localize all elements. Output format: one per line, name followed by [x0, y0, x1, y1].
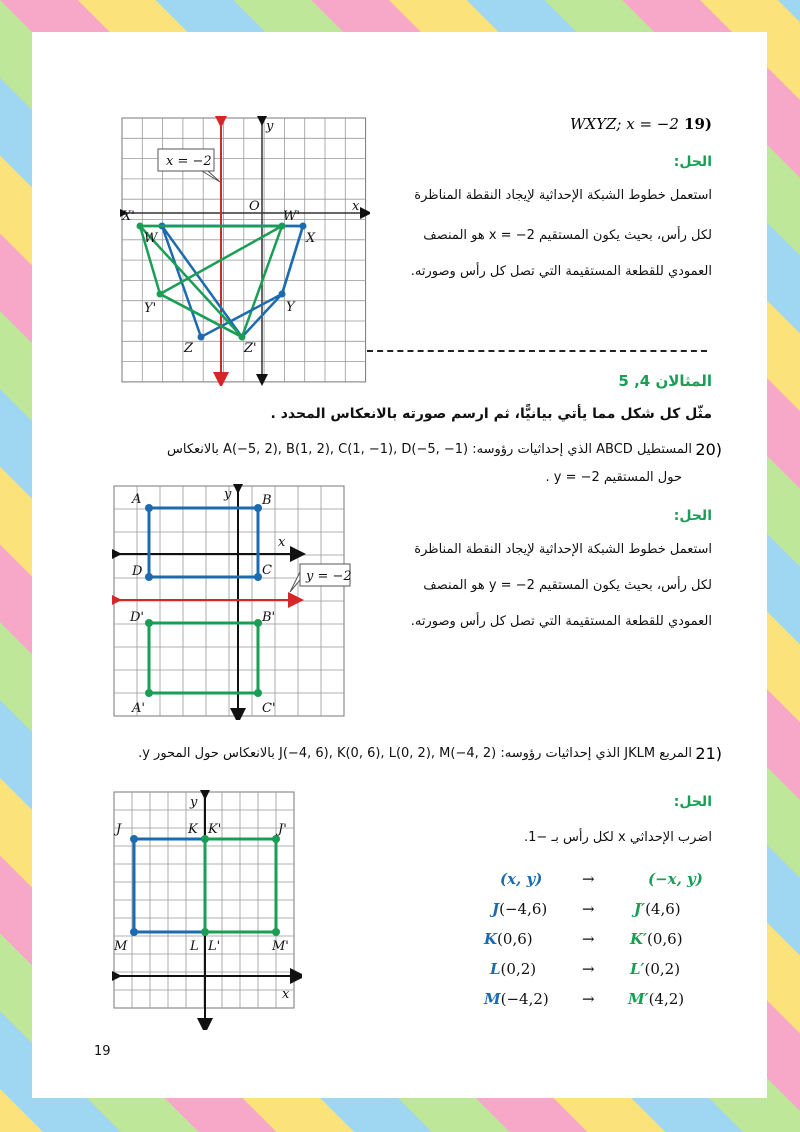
- point-label-M-prime: M': [272, 939, 289, 954]
- point-label-D: D: [132, 564, 143, 579]
- q20-graph: [112, 484, 352, 720]
- point-label-A: A: [132, 492, 142, 507]
- q20-number: 20): [695, 440, 722, 459]
- q21-number: 21): [695, 744, 722, 763]
- q20-line-4: لكل رأس، بحيث يكون المستقيم y = −2 هو المنصف: [423, 578, 712, 593]
- mapping-header-to: (−x, y): [648, 870, 703, 888]
- q19-graph: [120, 116, 370, 386]
- point-label-C: C: [262, 563, 272, 578]
- q19-header: [552, 114, 712, 133]
- point-label-L: L: [190, 939, 199, 954]
- map-from-letter: M: [484, 990, 501, 1008]
- q20-line-5: العمودي للقطعة المستقيمة التي تصل كل رأس وصورته.: [410, 614, 712, 629]
- y-axis-label: y: [190, 795, 198, 810]
- map-arrow: →: [582, 900, 595, 918]
- point-label-J: J: [116, 822, 122, 837]
- point-label-K-prime: K': [208, 822, 222, 837]
- point-label-X: X: [306, 231, 316, 246]
- x-axis-label: x: [352, 199, 360, 214]
- point-label-W: W: [144, 231, 158, 246]
- q20-line-3: استعمل خطوط الشبكة الإحداثية لإيجاد النقطة المناظرة: [414, 542, 712, 557]
- point-label-Z-prime: Z': [244, 341, 257, 356]
- page-number: 19: [94, 1044, 111, 1059]
- map-to-coords: (0,6): [647, 930, 683, 948]
- map-arrow: →: [582, 960, 595, 978]
- point-label-B: B: [262, 493, 272, 508]
- map-to-letter: L′: [630, 960, 645, 978]
- point-label-L-prime: L': [208, 939, 221, 954]
- section-divider: [367, 350, 707, 352]
- callout-label: y = −2: [306, 569, 352, 584]
- map-from-coords: (0,6): [497, 930, 533, 948]
- q19-solution-label: الحل:: [673, 154, 712, 170]
- q21-graph: [112, 790, 302, 1030]
- map-to-letter: M′: [628, 990, 649, 1008]
- map-from-coords: (−4,6): [499, 900, 548, 918]
- callout-label: x = −2: [166, 154, 212, 169]
- point-label-M: M: [114, 939, 128, 954]
- map-to-coords: (4,6): [645, 900, 681, 918]
- point-label-B-prime: B': [262, 610, 276, 625]
- map-to-letter: J′: [634, 900, 646, 918]
- q21-instruction: اضرب الإحداثي x لكل رأس بـ −1.: [524, 830, 712, 845]
- point-label-A-prime: A': [132, 701, 145, 716]
- origin-label: O: [249, 199, 260, 214]
- page-sheet: [32, 32, 767, 1098]
- q19-number: 19): [684, 115, 712, 133]
- map-to-coords: (4,2): [648, 990, 685, 1008]
- point-label-D-prime: D': [130, 610, 144, 625]
- point-label-K: K: [188, 822, 198, 837]
- map-from-letter: J: [492, 900, 500, 918]
- y-axis-label: y: [266, 119, 274, 134]
- q20-line-2: حول المستقيم y = −2 .: [545, 470, 682, 485]
- point-label-Y-prime: Y': [144, 301, 157, 316]
- q19-line-1: استعمل خطوط الشبكة الإحداثية لإيجاد النقطة المناظرة: [414, 188, 712, 203]
- point-label-J-prime: J': [278, 822, 287, 837]
- q19-line-3: العمودي للقطعة المستقيمة التي تصل كل رأس وصورته.: [410, 264, 712, 279]
- q19-label: WXYZ; x = −2: [570, 115, 679, 133]
- map-to-coords: (0,2): [644, 960, 681, 978]
- point-label-W-prime: W': [283, 209, 300, 224]
- map-to-letter: K′: [630, 930, 647, 948]
- map-from-letter: L: [490, 960, 501, 978]
- instruction: مثّل كل شكل مما يأتي بيانيًّا، ثم ارسم صورته بالانعكاس المحدد .: [270, 406, 712, 422]
- map-arrow: →: [582, 930, 595, 948]
- point-label-C-prime: C': [262, 701, 276, 716]
- point-label-X-prime: X': [122, 209, 135, 224]
- examples-title: المثالان 4, 5: [618, 372, 712, 390]
- map-arrow: →: [582, 990, 595, 1008]
- q20-solution-label: الحل:: [673, 508, 712, 524]
- map-from-letter: K: [484, 930, 498, 948]
- x-axis-label: x: [282, 987, 290, 1002]
- point-label-Z: Z: [184, 341, 194, 356]
- y-axis-label: y: [224, 487, 232, 502]
- mapping-header-from: (x, y): [500, 870, 543, 888]
- q21-solution-label: الحل:: [673, 794, 712, 810]
- point-label-Y: Y: [286, 300, 295, 315]
- q21-line-1: المربع JKLM الذي إحداثيات رؤوسه: J(−4, 6), K(0, 6), L(0, 2), M(−4, 2) بالانعكاس حول المحور y.: [138, 746, 692, 761]
- map-from-coords: (0,2): [500, 960, 537, 978]
- mapping-header-arrow: →: [582, 870, 595, 888]
- x-axis-label: x: [278, 535, 286, 550]
- q19-line-2: لكل رأس، بحيث يكون المستقيم x = −2 هو المنصف: [423, 228, 712, 243]
- map-from-coords: (−4,2): [500, 990, 549, 1008]
- q20-line-1: المستطيل ABCD الذي إحداثيات رؤوسه: A(−5, 2), B(1, 2), C(1, −1), D(−5, −1) بالانعكاس: [167, 442, 692, 457]
